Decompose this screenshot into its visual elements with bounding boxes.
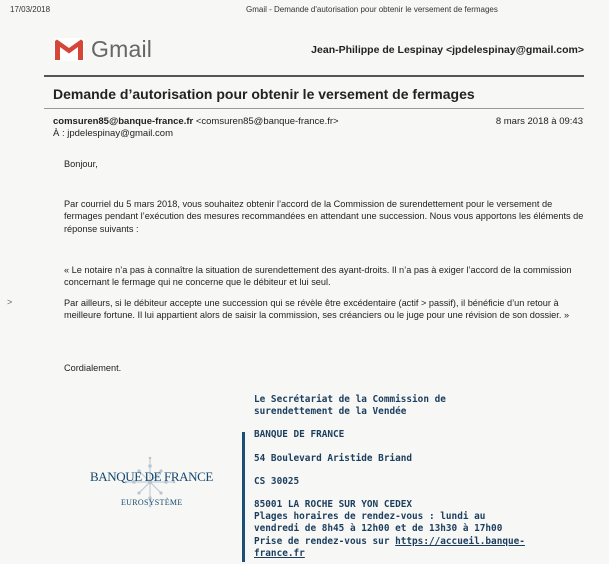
rdv-link[interactable]: https://accueil.banque-: [395, 535, 525, 547]
bdf-logo-eurosysteme: EUROSYSTÈME: [121, 498, 183, 507]
header-divider: [44, 75, 584, 77]
gmail-logo-icon: [54, 38, 84, 61]
sig-city: 85001 LA ROCHE SUR YON CEDEX: [254, 499, 413, 511]
signature-bar: [242, 432, 245, 562]
banque-de-france-logo: [85, 452, 235, 532]
side-marker: >: [7, 297, 13, 307]
email-from: [53, 116, 339, 127]
email-closing: Cordialement.: [64, 363, 122, 373]
bdf-star-icon: [105, 452, 195, 522]
account-email: Jean-Philippe de Lespinay <jpdelespinay@gmail.com>: [311, 44, 584, 56]
email-greeting: Bonjour,: [64, 159, 98, 169]
email-paragraph-1: Par courriel du 5 mars 2018, vous souhaitez obtenir l’accord de la Commission de surendettement pour le versement de fermages pendant l’exécution des mesures recommandées en attendant une succession. Nous vous apportons les éléments de réponse suivants :: [64, 199, 584, 234]
gmail-header: [54, 36, 584, 66]
email-to: À : jpdelespinay@gmail.com: [53, 128, 174, 139]
email-subject: Demande d’autorisation pour obtenir le versement de fermages: [53, 86, 475, 102]
sig-line-2: surendettement de la Vendée: [254, 406, 407, 418]
sender-name: comsuren85@banque-france.fr: [53, 116, 194, 127]
subject-divider: [44, 108, 584, 109]
sig-rdv-line: [254, 536, 525, 548]
print-title: Gmail - Demande d'autorisation pour obtenir le versement de fermages: [246, 5, 498, 14]
gmail-wordmark: Gmail: [91, 36, 153, 62]
rdv-link-continued[interactable]: france.fr: [254, 547, 305, 559]
bdf-logo-name: BANQUE DE FRANCE: [90, 469, 213, 484]
print-date: 17/03/2018: [10, 5, 51, 14]
sig-hours-2: vendredi de 8h45 à 12h00 et de 13h30 à 17h00: [254, 523, 503, 535]
email-paragraph-3: Par ailleurs, si le débiteur accepte une succession qui se révèle être excédentaire (actif > passif), il bénéficie d’un retour à meilleure fortune. Il lui appartient alors de saisir la commission, ses créanciers ou le juge pour une révision de son dossier. »: [64, 298, 570, 321]
sig-cs: CS 30025: [254, 475, 300, 487]
sig-line-1: Le Secrétariat de la Commission de: [254, 394, 446, 405]
sender-address: <comsuren85@banque-france.fr>: [195, 116, 339, 127]
sig-org: BANQUE DE FRANCE: [254, 429, 345, 441]
sig-hours-1: Plages horaires de rendez-vous : lundi au: [254, 511, 486, 523]
sig-rdv-prefix: Prise de rendez-vous sur: [254, 535, 396, 547]
email-paragraph-2: « Le notaire n’a pas à connaître la situation de surendettement des ayant-droits. Il n’a pas à exiger l’accord de la commission concernant le fermage qui ne concerne que le débiteur et lui seul.: [64, 265, 572, 288]
email-date: 8 mars 2018 à 09:43: [495, 116, 583, 127]
email-signature: [254, 394, 525, 560]
sig-street: 54 Boulevard Aristide Briand: [254, 452, 413, 464]
